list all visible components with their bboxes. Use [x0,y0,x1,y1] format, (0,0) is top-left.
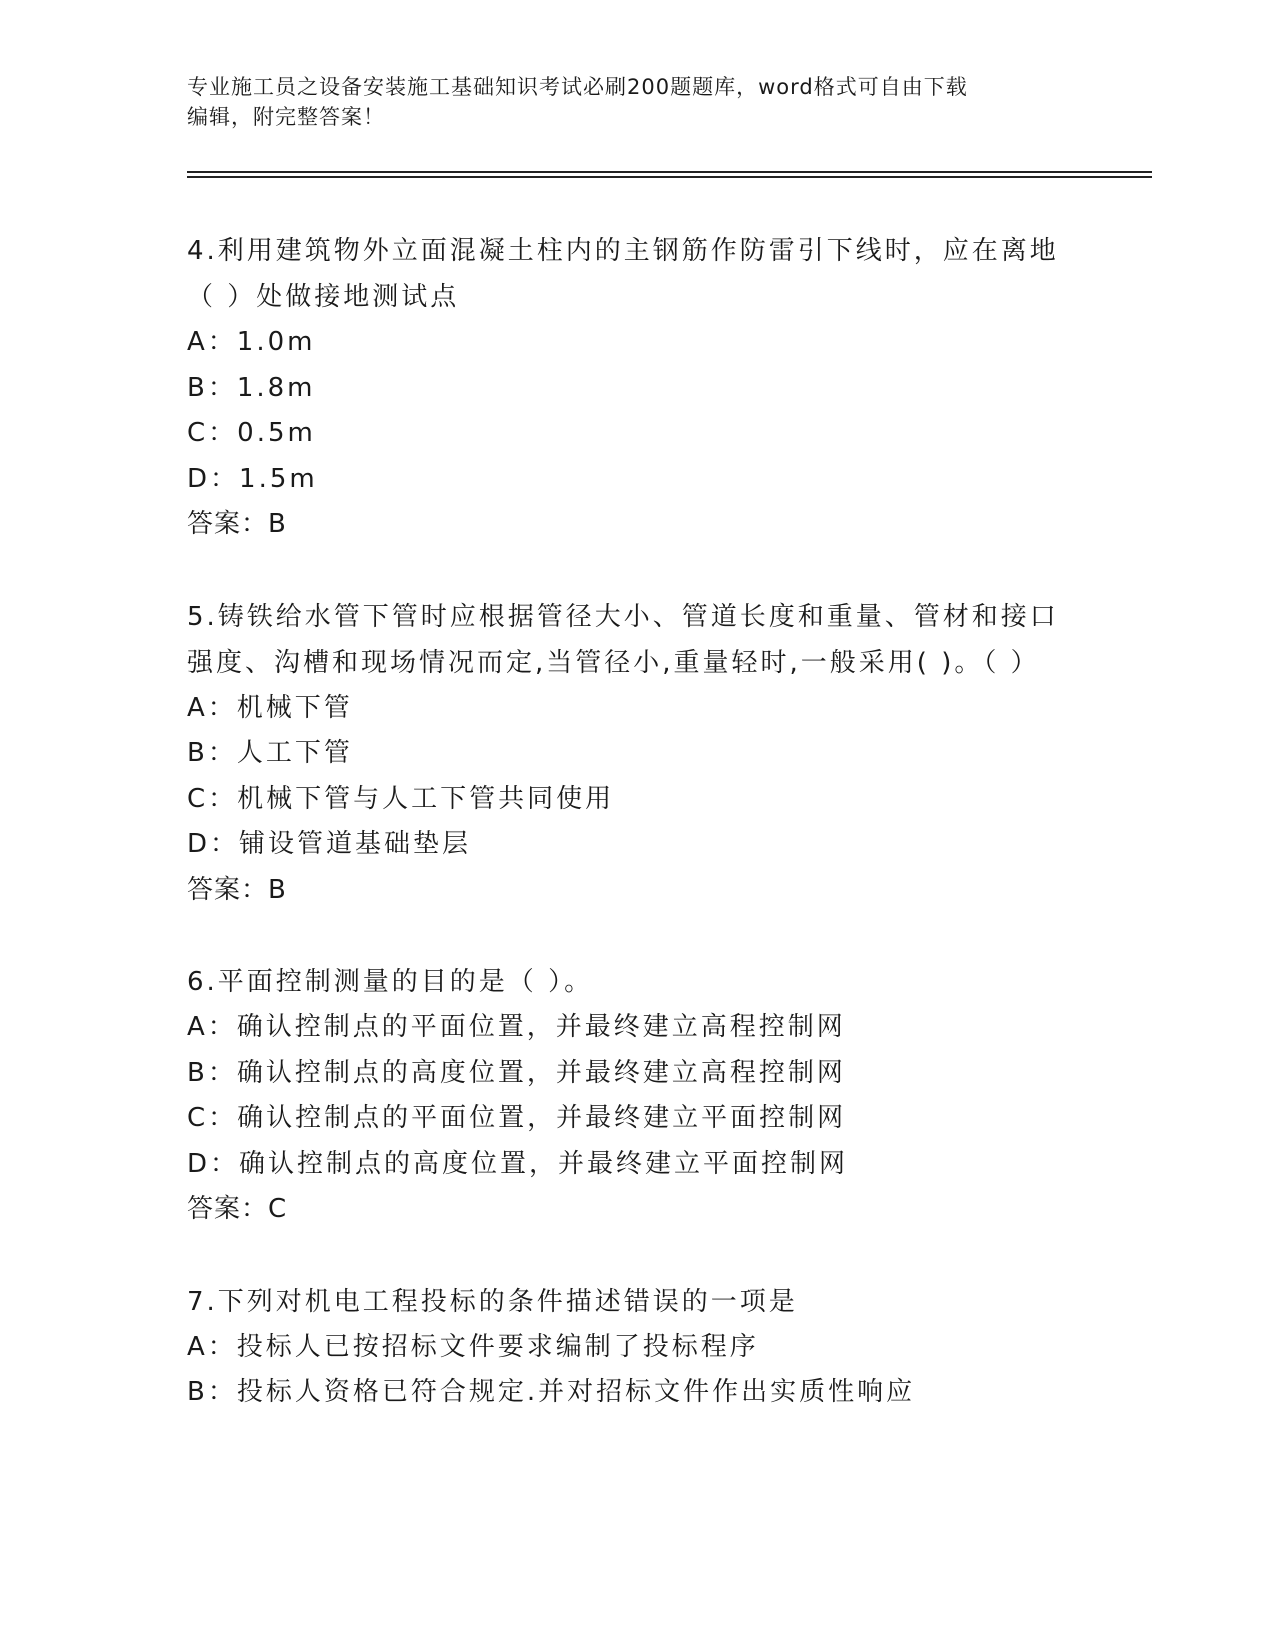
option-a: A：1.0m [187,327,316,357]
option-b: B：1.8m [187,372,316,403]
option-a: A：投标人已按招标文件要求编制了投标程序 [187,1331,759,1362]
option-b: B：人工下管 [187,738,353,768]
option-b: B：投标人资格已符合规定.并对招标文件作出实质性响应 [187,1377,916,1407]
question-stem: 5.铸铁给水管下管时应根据管径大小、管道长度和重量、管材和接口强度、沟槽和现场情况而定,当管径小,重量轻时,一般采用( )。（ ） [187,601,1059,678]
question-stem: 4.利用建筑物外立面混凝土柱内的主钢筋作防雷引下线时，应在离地（ ）处做接地测试点 [187,236,1059,312]
option-d: D：铺设管道基础垫层 [187,829,472,859]
header-line-2: 编辑，附完整答案！ [187,105,385,129]
header-line-1: 专业施工员之设备安装施工基础知识考试必刷200题题库，word格式可自由下载 [187,75,968,99]
question-stem: 6.平面控制测量的目的是（ ）。 [187,967,594,997]
option-c: C：0.5m [187,418,316,448]
answer-line: 答案：B [187,874,287,905]
option-b: B：确认控制点的高度位置，并最终建立高程控制网 [187,1057,846,1088]
document-header [187,72,1087,132]
option-c: C：确认控制点的平面位置，并最终建立平面控制网 [187,1103,847,1133]
option-a: A：机械下管 [187,692,353,723]
option-d: D：1.5m [187,463,318,494]
question-item [187,228,1067,548]
option-d: D：确认控制点的高度位置，并最终建立平面控制网 [187,1148,849,1179]
question-item [187,594,1067,914]
answer-line: 答案：C [187,1194,288,1224]
question-item [187,1279,1067,1416]
question-item [187,959,1067,1233]
header-divider-bottom [187,176,1152,178]
question-stem: 7.下列对机电工程投标的条件描述错误的一项是 [187,1286,798,1317]
question-list [187,228,1067,1462]
option-a: A：确认控制点的平面位置，并最终建立高程控制网 [187,1012,846,1042]
option-c: C：机械下管与人工下管共同使用 [187,783,615,814]
header-divider-top [187,171,1152,173]
answer-line: 答案：B [187,509,287,539]
